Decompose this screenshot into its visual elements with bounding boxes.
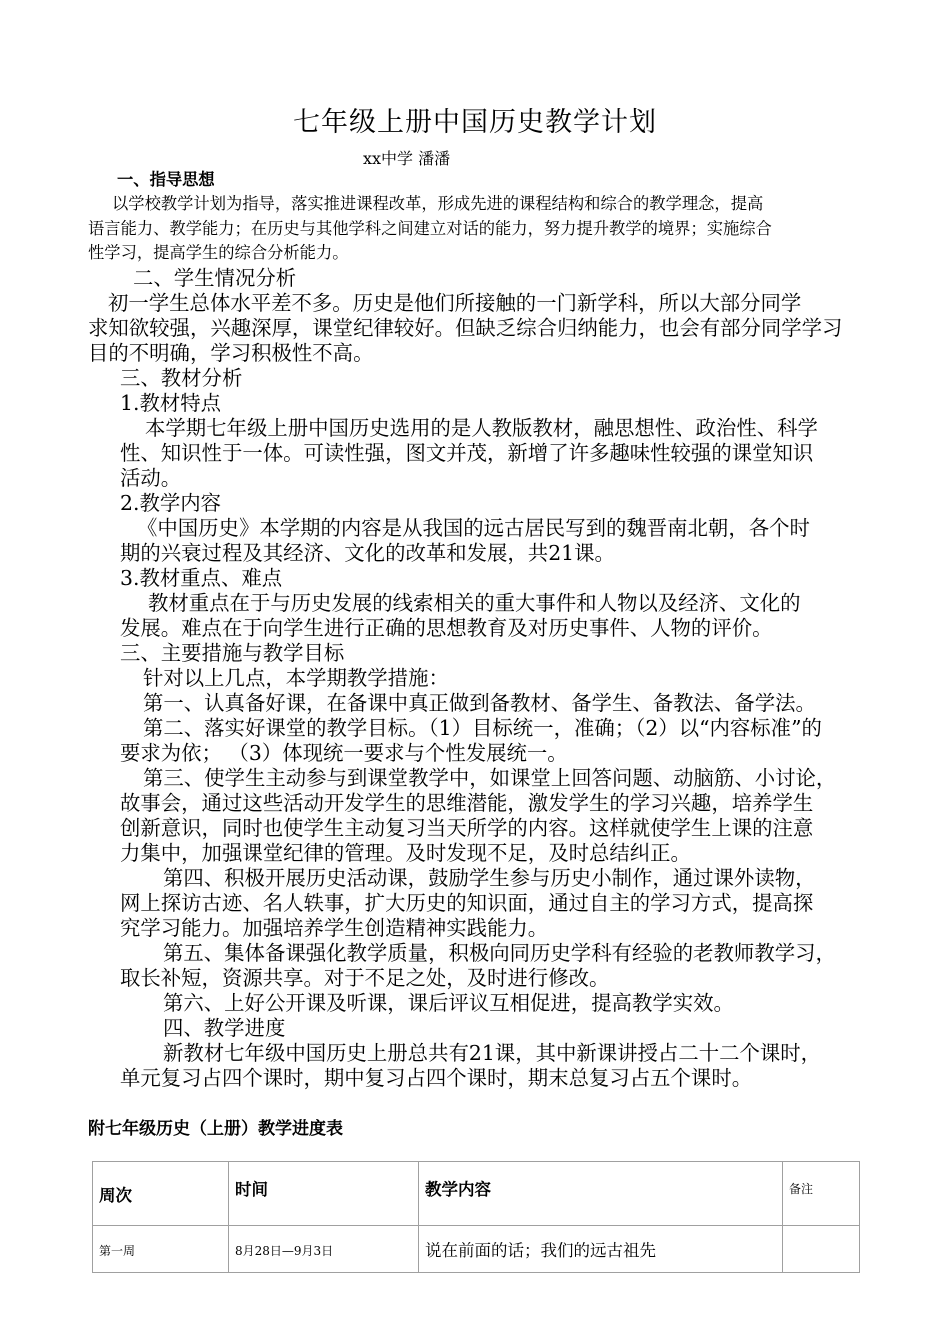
header-label: 周次: [99, 1185, 132, 1205]
cell-text: 8月28日—9月3日: [235, 1243, 334, 1258]
paragraph-line: 初一学生总体水平差不多。历史是他们所接触的一门新学科，所以大部分同学: [108, 291, 802, 315]
table-cell-content: [419, 1226, 783, 1273]
paragraph-line: 网上探访古迹、名人轶事，扩大历史的知识面，通过自主的学习方式，提高探: [120, 891, 814, 915]
subsection-heading: 3.教材重点、难点: [120, 566, 283, 590]
table-cell-notes: [783, 1226, 860, 1273]
paragraph-line: 语言能力、教学能力；在历史与其他学科之间建立对话的能力，努力提升教学的境界；实施综合: [88, 219, 772, 238]
paragraph-line: 第一、认真备好课，在备课中真正做到备教材、备学生、备教法、备学法。: [143, 691, 816, 715]
appendix-title: 附七年级历史（上册）教学进度表: [88, 1119, 343, 1139]
table-header-content: [419, 1162, 783, 1226]
paragraph-line: 第二、落实好课堂的教学目标。（1）目标统一，准确；（2）以“内容标准”的: [143, 716, 822, 740]
table-cell-time: [229, 1226, 419, 1273]
table-header-row: [93, 1162, 860, 1226]
paragraph-line: 故事会，通过这些活动开发学生的思维潜能，激发学生的学习兴趣，培养学生: [120, 791, 814, 815]
paragraph-line: 创新意识，同时也使学生主动复习当天所学的内容。这样就使学生上课的注意: [120, 816, 814, 840]
header-label: 时间: [235, 1180, 268, 1199]
paragraph-line: 第五、集体备课强化教学质量，积极向同历史学科有经验的老教师教学习，: [163, 941, 836, 965]
table-row: [93, 1226, 860, 1273]
section-heading-student-analysis: 二、学生情况分析: [133, 266, 297, 290]
document-title: 七年级上册中国历史教学计划: [293, 107, 657, 138]
paragraph-line: 发展。难点在于向学生进行正确的思想教育及对历史事件、人物的评价。: [120, 616, 773, 640]
paragraph-line: 要求为依； （3）体现统一要求与个性发展统一。: [120, 741, 568, 765]
header-label: 备注: [789, 1182, 814, 1196]
paragraph-line: 性学习，提高学生的综合分析能力。: [88, 243, 349, 262]
paragraph-line: 力集中，加强课堂纪律的管理。及时发现不足，及时总结纠正。: [120, 841, 691, 865]
table-header-notes: [783, 1162, 860, 1226]
section-heading-measures-goals: 三、主要措施与教学目标: [120, 641, 345, 665]
cell-text: 第一周: [99, 1243, 136, 1258]
paragraph-line: 针对以上几点，本学期教学措施：: [143, 666, 449, 690]
paragraph-line: 目的不明确，学习积极性不高。: [88, 341, 374, 365]
paragraph-line: 本学期七年级上册中国历史选用的是人教版教材，融思想性、政治性、科学: [145, 416, 818, 440]
paragraph-line: 第四、积极开展历史活动课，鼓励学生参与历史小制作，通过课外读物，: [163, 866, 816, 890]
header-label: 教学内容: [425, 1180, 491, 1199]
paragraph-line: 期的兴衰过程及其经济、文化的改革和发展，共21课。: [120, 541, 615, 565]
section-heading-guiding-ideology: 一、指导思想: [117, 170, 215, 189]
paragraph-line: 单元复习占四个课时，期中复习占四个课时，期末总复习占五个课时。: [120, 1066, 753, 1090]
subsection-heading: 2.教学内容: [120, 491, 222, 515]
paragraph-line: 活动。: [120, 466, 182, 490]
paragraph-line: 取长补短，资源共享。对于不足之处，及时进行修改。: [120, 966, 610, 990]
paragraph-line: 求知欲较强，兴趣深厚，课堂纪律较好。但缺乏综合归纳能力，也会有部分同学学习: [88, 316, 843, 340]
subsection-heading: 1.教材特点: [120, 391, 222, 415]
table-header-week: [93, 1162, 229, 1226]
paragraph-line: 以学校教学计划为指导，落实推进课程改革，形成先进的课程结构和综合的教学理念，提高: [112, 194, 764, 213]
section-heading-textbook-analysis: 三、教材分析: [120, 366, 243, 390]
cell-text: 说在前面的话；我们的远古祖先: [425, 1241, 656, 1260]
section-heading-teaching-schedule: 四、教学进度: [163, 1016, 286, 1040]
paragraph-line: 第三、使学生主动参与到课堂教学中，如课堂上回答问题、动脑筋、小讨论，: [143, 766, 837, 790]
paragraph-line: 新教材七年级中国历史上册总共有21课，其中新课讲授占二十二个课时，: [163, 1041, 822, 1065]
table-header-time: [229, 1162, 419, 1226]
paragraph-line: 《中国历史》本学期的内容是从我国的远古居民写到的魏晋南北朝，各个时: [137, 516, 810, 540]
schedule-table: [92, 1161, 860, 1273]
author-byline: xx中学 潘潘: [363, 149, 451, 168]
paragraph-line: 第六、上好公开课及听课，课后评议互相促进，提高教学实效。: [163, 991, 734, 1015]
paragraph-line: 性、知识性于一体。可读性强，图文并茂，新增了许多趣味性较强的课堂知识: [120, 441, 814, 465]
paragraph-line: 究学习能力。加强培养学生创造精神实践能力。: [120, 916, 549, 940]
paragraph-line: 教材重点在于与历史发展的线索相关的重大事件和人物以及经济、文化的: [148, 591, 801, 615]
table-cell-week: [93, 1226, 229, 1273]
